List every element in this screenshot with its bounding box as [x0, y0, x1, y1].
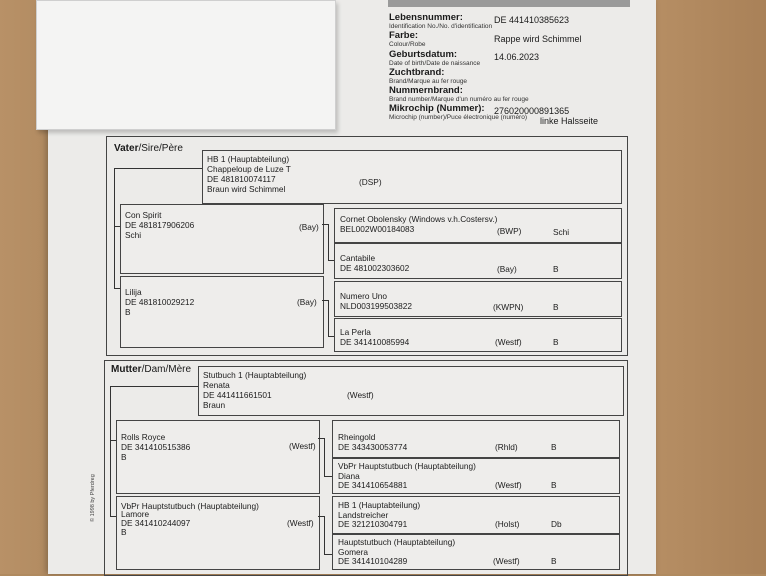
sire-sire-breed-org: (Bay) — [299, 222, 319, 232]
field-label-farbe: Farbe: — [389, 30, 419, 41]
dam-gg-box — [332, 458, 620, 494]
sire-gg-name: Numero Uno — [340, 291, 388, 301]
sire-gg-id: DE 481002303602 — [340, 263, 410, 273]
sire-title-main: Vater — [114, 143, 139, 154]
dam-dam-breed-org: (Westf) — [287, 518, 314, 528]
dam-gg-breed-org: (Rhld) — [495, 442, 518, 452]
dam-studbook: Stutbuch 1 (Hauptabteilung) — [203, 370, 307, 380]
connector-line — [328, 224, 329, 260]
field-label-zuchtbrand: Zuchtbrand: — [389, 67, 445, 78]
field-value-farbe: Rappe wird Schimmel — [494, 34, 582, 44]
sire-gg-breed-org: (KWPN) — [493, 302, 524, 312]
sire-section-title — [114, 143, 183, 154]
dam-gg-name: Diana — [338, 471, 360, 481]
sire-dam-color: B — [125, 307, 131, 317]
sire-gg-breed-org: (Westf) — [495, 337, 522, 347]
dam-gg-box — [332, 534, 620, 570]
field-label-nummernbrand: Nummernbrand: — [389, 85, 463, 96]
connector-line — [328, 300, 329, 336]
connector-line — [324, 554, 332, 555]
sire-gg-box — [334, 318, 622, 352]
connector-line — [114, 168, 202, 169]
sire-gg-color: B — [553, 302, 559, 312]
dam-dam-studbook: VbPr Hauptstutbuch (Hauptabteilung) — [121, 501, 259, 511]
dam-title-translation: /Dam/Mère — [141, 364, 192, 375]
connector-line — [114, 168, 115, 288]
field-sub-zuchtbrand: Brand/Marque au fer rouge — [389, 78, 468, 85]
dam-gg-name: Landstreicher — [338, 510, 389, 520]
dam-gg-color: B — [551, 480, 557, 490]
sire-dam-breed-org: (Bay) — [297, 297, 317, 307]
dam-gg-name: Rheingold — [338, 432, 376, 442]
dam-dam-box — [116, 496, 320, 570]
sire-id: DE 481810074117 — [207, 174, 276, 184]
field-label-geburtsdatum: Geburtsdatum: — [389, 49, 458, 60]
sire-studbook: HB 1 (Hauptabteilung) — [207, 154, 290, 164]
dam-gg-id: DE 321210304791 — [338, 519, 408, 529]
dam-breed-org: (Westf) — [347, 390, 374, 400]
dam-sire-breed-org: (Westf) — [289, 441, 316, 451]
dam-title-main: Mutter — [111, 364, 142, 375]
header-bar — [388, 0, 630, 7]
dam-gg-id: DE 341410104289 — [338, 556, 408, 566]
dam-color: Braun — [203, 400, 226, 410]
sire-gg-name: Cantabile — [340, 253, 376, 263]
dam-box — [198, 366, 624, 416]
dam-gg-box — [332, 496, 620, 534]
connector-line — [324, 476, 332, 477]
field-sub-farbe: Colour/Robe — [389, 41, 426, 48]
field-sub-geburtsdatum: Date of birth/Date de naissance — [389, 60, 481, 67]
dam-gg-breed-org: (Holst) — [495, 519, 520, 529]
dam-gg-studbook: VbPr Hauptstutbuch (Hauptabteilung) — [338, 461, 476, 471]
connector-line — [110, 386, 198, 387]
dam-gg-studbook: Hauptstutbuch (Hauptabteilung) — [338, 537, 456, 547]
sire-dam-name: Lilija — [125, 287, 142, 297]
sire-breed-org: (DSP) — [359, 177, 382, 187]
dam-gg-name: Gomera — [338, 547, 368, 557]
dam-sire-id: DE 341410515386 — [121, 442, 191, 452]
dam-id: DE 441411661501 — [203, 390, 272, 400]
field-value-mikrochip-location: linke Halsseite — [540, 116, 599, 126]
dam-sire-box — [116, 420, 320, 494]
sire-dam-id: DE 481810029212 — [125, 297, 195, 307]
dam-gg-box — [332, 420, 620, 458]
connector-line — [110, 386, 111, 516]
sire-gg-box — [334, 208, 622, 243]
field-label-lebensnummer: Lebensnummer: — [389, 12, 463, 23]
sire-gg-color: B — [553, 337, 559, 347]
sire-gg-name: La Perla — [340, 327, 371, 337]
sire-box — [202, 150, 622, 204]
field-sub-nummernbrand: Brand number/Marque d'un numéro au fer rouge — [389, 96, 529, 103]
sire-color: Braun wird Schimmel — [207, 184, 286, 194]
folded-paper-flap — [36, 0, 336, 130]
dam-sire-name: Rolls Royce — [121, 432, 166, 442]
sire-gg-id: NLD003199503822 — [340, 301, 412, 311]
connector-line — [324, 516, 325, 554]
dam-gg-color: B — [551, 556, 557, 566]
sire-sire-box — [120, 204, 324, 274]
sire-gg-id: BEL002W00184083 — [340, 224, 415, 234]
sire-gg-breed-org: (BWP) — [497, 226, 522, 236]
sire-sire-color: Schi — [125, 230, 142, 240]
sire-dam-box — [120, 276, 324, 348]
field-sub-mikrochip: Microchip (number)/Puce électronique (numéro) — [389, 114, 528, 121]
sire-sire-name: Con Spirit — [125, 210, 162, 220]
connector-line — [324, 438, 325, 476]
sire-sire-id: DE 481817906206 — [125, 220, 195, 230]
field-value-lebensnummer: DE 441410385623 — [494, 15, 570, 25]
dam-gg-id: DE 343430053774 — [338, 442, 408, 452]
field-sub-lebensnummer: Identification No./No. d'identification — [389, 23, 493, 30]
sire-gg-name: Cornet Obolensky (Windows v.h.Costersv.) — [340, 214, 498, 224]
sire-gg-color: B — [553, 264, 559, 274]
dam-gg-color: Db — [551, 519, 562, 529]
dam-dam-color: B — [121, 527, 127, 537]
field-value-mikrochip: 276020000891365 — [494, 106, 570, 116]
sire-title-translation: /Sire/Père — [138, 143, 183, 154]
dam-gg-studbook: HB 1 (Hauptabteilung) — [338, 500, 421, 510]
dam-dam-name: Lamore — [121, 509, 150, 519]
sire-gg-breed-org: (Bay) — [497, 264, 517, 274]
field-value-geburtsdatum: 14.06.2023 — [494, 52, 540, 62]
dam-dam-id: DE 341410244097 — [121, 518, 191, 528]
copyright-note: © 1998 by Pferdreg — [90, 474, 96, 522]
sire-name: Chappeloup de Luze T — [207, 164, 291, 174]
dam-gg-color: B — [551, 442, 557, 452]
dam-gg-breed-org: (Westf) — [495, 480, 522, 490]
sire-gg-color: Schi — [553, 227, 570, 237]
sire-gg-box — [334, 281, 622, 317]
dam-sire-color: B — [121, 452, 127, 462]
dam-gg-breed-org: (Westf) — [493, 556, 520, 566]
field-label-mikrochip: Mikrochip (Nummer): — [389, 103, 485, 114]
dam-gg-id: DE 341410654881 — [338, 480, 408, 490]
dam-section-title — [111, 364, 191, 375]
dam-name: Renata — [203, 380, 230, 390]
sire-gg-box — [334, 243, 622, 279]
sire-gg-id: DE 341410085994 — [340, 337, 410, 347]
